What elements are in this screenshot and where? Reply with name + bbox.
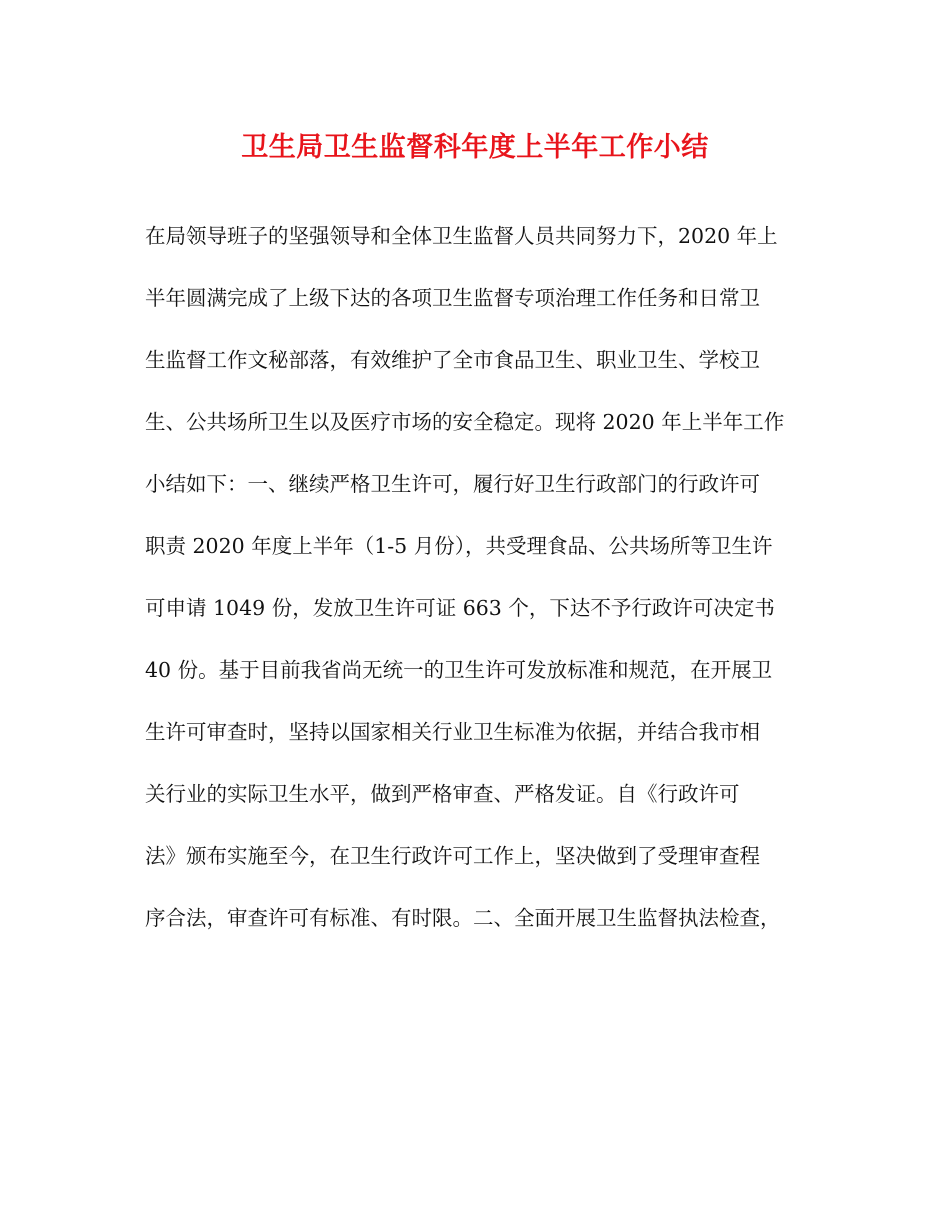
body-line-6: 职责 2020 年度上半年（1-5 月份），共受理食品、公共场所等卫生许 [145,534,773,558]
body-line-11: 法》颁布实施至今，在卫生行政许可工作上，坚决做到了受理审查程 [145,844,760,868]
body-line-5: 小结如下：一、继续严格卫生许可，履行好卫生行政部门的行政许可 [145,472,760,496]
body-line-12: 序合法，审查许可有标准、有时限。二、全面开展卫生监督执法检查， [145,906,781,930]
body-line-2: 半年圆满完成了上级下达的各项卫生监督专项治理工作任务和日常卫 [145,286,760,310]
body-line-4: 生、公共场所卫生以及医疗市场的安全稳定。现将 2020 年上半年工作 [145,410,785,434]
body-line-10: 关行业的实际卫生水平，做到严格审查、严格发证。自《行政许可 [145,782,740,806]
body-line-3: 生监督工作文秘部落，有效维护了全市食品卫生、职业卫生、学校卫 [145,348,760,372]
document-title: 卫生局卫生监督科年度上半年工作小结 [241,132,709,163]
document-body [145,216,825,960]
body-line-9: 生许可审查时，坚持以国家相关行业卫生标准为依据，并结合我市相 [145,720,760,744]
body-line-8: 40 份。基于目前我省尚无统一的卫生许可发放标准和规范，在开展卫 [145,658,773,682]
body-line-7: 可申请 1049 份，发放卫生许可证 663 个，下达不予行政许可决定书 [145,596,775,620]
body-line-1: 在局领导班子的坚强领导和全体卫生监督人员共同努力下，2020 年上 [145,224,778,248]
